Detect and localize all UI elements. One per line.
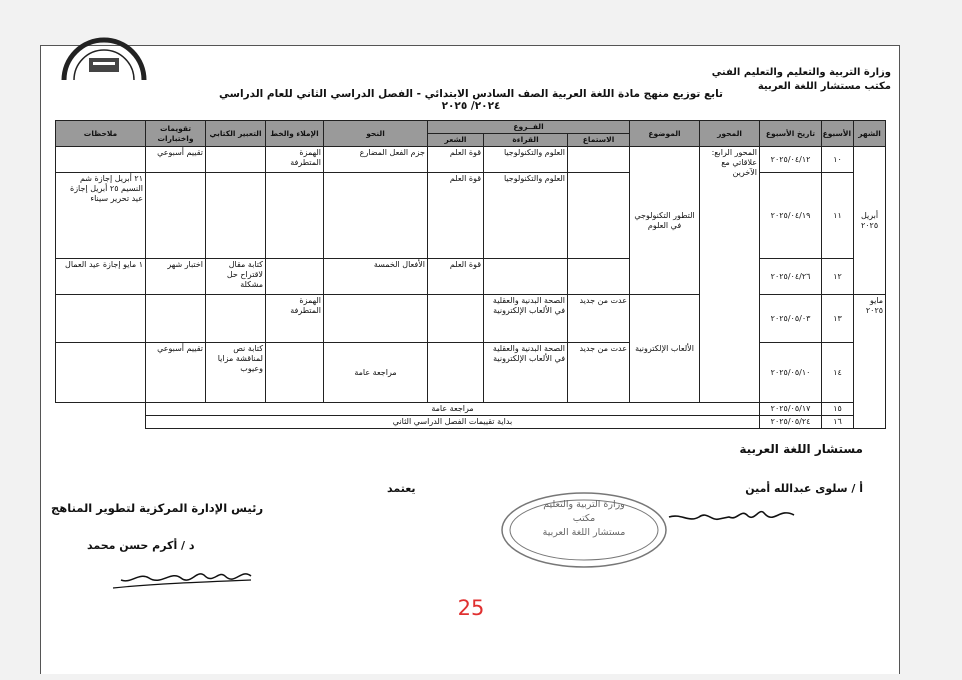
table-row (56, 147, 886, 173)
reading-cell: العلوم والتكنولوجيا (484, 173, 568, 259)
head-signature (101, 558, 261, 596)
poetry-cell: قوة العلم (428, 147, 484, 173)
date-cell: ٢٠٢٥/٠٥/١٠ (760, 343, 822, 403)
grammar-cell: مراجعة عامة (324, 343, 428, 403)
spelling-cell (266, 343, 324, 403)
advisor-signature (659, 501, 799, 531)
listening-cell (568, 259, 630, 295)
header-spelling: الإملاء والخط (266, 121, 324, 147)
axis-cell: المحور الرابع: علاقاتي مع الآخرين (700, 147, 760, 403)
notes-cell (56, 343, 146, 403)
table-row (56, 416, 886, 429)
header-week: الأسبوع (822, 121, 854, 147)
assessment-cell (146, 295, 206, 343)
writing-cell (206, 295, 266, 343)
table-row (56, 403, 886, 416)
table-row (56, 259, 886, 295)
stamp-text (509, 498, 659, 540)
stamp-line: مستشار اللغة العربية (542, 527, 626, 538)
table-row (56, 173, 886, 259)
curriculum-table (55, 120, 886, 429)
header-writing: التعبير الكتابي (206, 121, 266, 147)
poetry-cell: قوة العلم (428, 259, 484, 295)
writing-cell (206, 147, 266, 173)
grammar-cell (324, 173, 428, 259)
week-cell: ١٦ (822, 416, 854, 429)
header-notes: ملاحظات (56, 121, 146, 147)
assessment-cell (146, 173, 206, 259)
assessment-cell: تقييم أسبوعي (146, 343, 206, 403)
week-cell: ١٢ (822, 259, 854, 295)
assessment-cell: اختبار شهر (146, 259, 206, 295)
table-row (56, 343, 886, 403)
review-cell: مراجعة عامة (146, 403, 760, 416)
spelling-cell (266, 173, 324, 259)
writing-cell: كتابة مقال لاقتراح حل مشكلة (206, 259, 266, 295)
week-cell: ١٠ (822, 147, 854, 173)
poetry-cell (428, 343, 484, 403)
listening-cell: عدت من جديد (568, 343, 630, 403)
header-week-date: تاريخ الأسبوع (760, 121, 822, 147)
header-topic: الموضوع (630, 121, 700, 147)
reading-cell: الصحة البدنية والعقلية في الألعاب الإلكترونية (484, 295, 568, 343)
document-title: تابع توزيع منهج مادة اللغة العربية الصف السادس الابتدائي - الفصل الدراسي الثاني للعام الدراسي ٢٠٢٤/ ٢٠٢٥ (219, 88, 723, 112)
header-assessments: تقويمات واختبارات (146, 121, 206, 147)
spelling-cell: الهمزة المتطرفة (266, 147, 324, 173)
date-cell: ٢٠٢٥/٠٤/١٢ (760, 147, 822, 173)
poetry-cell (428, 295, 484, 343)
document-page (40, 45, 900, 674)
week-cell: ١٣ (822, 295, 854, 343)
header-row (56, 121, 886, 134)
page-number: 25 (457, 596, 485, 620)
header-listening: الاستماع (568, 134, 630, 147)
listening-cell (568, 147, 630, 173)
date-cell: ٢٠٢٥/٠٤/١٩ (760, 173, 822, 259)
header-axis: المحور (700, 121, 760, 147)
notes-cell: ٢١ أبريل إجازة شم النسيم ٢٥ أبريل إجازة عيد تحرير سيناء (56, 173, 146, 259)
notes-cell (56, 295, 146, 343)
advisor-name: أ / سلوى عبدالله أمين (745, 482, 863, 495)
ministry-header (712, 66, 891, 94)
spelling-cell: الهمزة المتطرفة (266, 295, 324, 343)
assessment-start-cell: بداية تقييمات الفصل الدراسي الثاني (146, 416, 760, 429)
header-branches: الفــروع (428, 121, 630, 134)
reading-cell: العلوم والتكنولوجيا (484, 147, 568, 173)
topic-cell: التطور التكنولوجي في العلوم (630, 147, 700, 295)
advisor-title: مستشار اللغة العربية (739, 442, 863, 456)
week-cell: ١٥ (822, 403, 854, 416)
header-grammar: النحو (324, 121, 428, 147)
date-cell: ٢٠٢٥/٠٤/٢٦ (760, 259, 822, 295)
ministry-logo (59, 36, 149, 80)
grammar-cell: جزم الفعل المضارع (324, 147, 428, 173)
header-poetry: الشعر (428, 134, 484, 147)
head-title: رئيس الإدارة المركزية لتطوير المناهج (51, 501, 264, 515)
poetry-cell: قوة العلم (428, 173, 484, 259)
notes-cell (56, 147, 146, 173)
date-cell: ٢٠٢٥/٠٥/٢٤ (760, 416, 822, 429)
listening-cell: عدت من جديد (568, 295, 630, 343)
listening-cell (568, 173, 630, 259)
reading-cell: الصحة البدنية والعقلية في الألعاب الإلكترونية (484, 343, 568, 403)
writing-cell (206, 173, 266, 259)
grammar-cell (324, 295, 428, 343)
stamp-line: وزارة التربية والتعليم (543, 499, 625, 510)
office-name: مكتب مستشار اللغة العربية (757, 81, 891, 92)
week-cell: ١١ (822, 173, 854, 259)
spelling-cell (266, 259, 324, 295)
month-cell: أبريل ٢٠٢٥ (854, 147, 886, 295)
assessment-cell: تقييم أسبوعي (146, 147, 206, 173)
header-reading: القراءة (484, 134, 568, 147)
header-month: الشهر (854, 121, 886, 147)
grammar-cell: الأفعال الخمسة (324, 259, 428, 295)
month-cell: مايو ٢٠٢٥ (854, 295, 886, 429)
table-row (56, 295, 886, 343)
date-cell: ٢٠٢٥/٠٥/١٧ (760, 403, 822, 416)
reading-cell (484, 259, 568, 295)
stamp-line: مكتب (572, 513, 596, 524)
date-cell: ٢٠٢٥/٠٥/٠٣ (760, 295, 822, 343)
head-name: د / أكرم حسن محمد (87, 539, 195, 552)
topic-cell: الألعاب الإلكترونية (630, 295, 700, 403)
notes-cell: ١ مايو إجازة عيد العمال (56, 259, 146, 295)
writing-cell: كتابة نص لمناقشة مزايا وعيوب (206, 343, 266, 403)
week-cell: ١٤ (822, 343, 854, 403)
approved-label: يعتمد (387, 482, 416, 495)
ministry-name: وزارة التربية والتعليم والتعليم الفني (711, 67, 891, 78)
